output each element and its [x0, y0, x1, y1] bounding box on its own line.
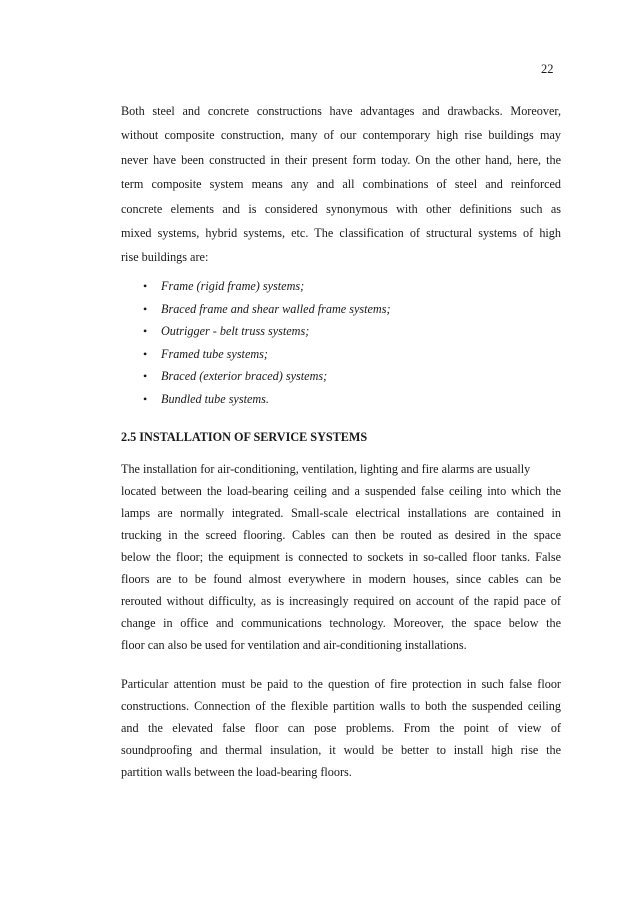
paragraph-line: without composite construction, many of our contemporary high rise buildings may — [121, 128, 561, 143]
list-item — [143, 368, 391, 391]
bullet-icon: • — [143, 346, 148, 361]
list-item — [143, 391, 391, 414]
list-item — [143, 346, 391, 369]
bullet-icon: • — [143, 324, 148, 339]
page-number: 22 — [541, 62, 554, 76]
list-item-text: Frame (rigid frame) systems; — [161, 279, 305, 293]
list-item — [143, 323, 391, 346]
list-item-text: Braced frame and shear walled frame systems; — [161, 301, 391, 316]
paragraph-line: constructions. Connection of the flexible partition walls to both the suspended ceiling — [121, 698, 561, 713]
paragraph-service-installation — [121, 462, 561, 659]
list-item — [143, 301, 391, 324]
list-item-text: Braced (exterior braced) systems; — [161, 369, 328, 384]
paragraph-line: trucking in the screed flooring. Cables can then be routed as desired in the space — [121, 527, 561, 542]
bullet-icon: • — [143, 279, 148, 293]
list-item-text: Framed tube systems; — [161, 346, 268, 361]
paragraph-line: below the floor; the equipment is connected to sockets in so-called floor tanks. False — [121, 549, 561, 564]
list-item-text: Bundled tube systems. — [161, 391, 269, 406]
paragraph-line: mixed systems, hybrid systems, etc. The classification of structural systems of high — [121, 225, 561, 240]
paragraph-line: rerouted without difficulty, as is increasingly required on account of the rapid pace of — [121, 593, 561, 608]
paragraph-line: floors are to be found almost everywhere in modern houses, since cables can be — [121, 571, 561, 586]
paragraph-line: soundproofing and thermal insulation, it would be better to install high rise the — [121, 742, 561, 757]
bullet-icon: • — [143, 369, 148, 384]
paragraph-line: never have been constructed in their present form today. On the other hand, here, the — [121, 152, 561, 167]
paragraph-line: change in office and communications technology. Moreover, the space below the — [121, 615, 561, 630]
paragraph-line: concrete elements and is considered synonymous with other definitions such as — [121, 201, 561, 216]
paragraph-line: rise buildings are: — [121, 250, 209, 265]
list-item — [143, 278, 391, 301]
bullet-icon: • — [143, 391, 148, 406]
list-item-text: Outrigger - belt truss systems; — [161, 324, 310, 339]
paragraph-line: partition walls between the load-bearing floors. — [121, 764, 352, 779]
paragraph-line: Both steel and concrete constructions have advantages and drawbacks. Moreover, — [121, 104, 561, 118]
bullet-icon: • — [143, 301, 148, 316]
paragraph-structural-intro — [121, 99, 561, 270]
section-heading: 2.5 INSTALLATION OF SERVICE SYSTEMS — [121, 430, 368, 444]
paragraph-line: term composite system means any and all combinations of steel and reinforced — [121, 177, 561, 192]
paragraph-line: floor can also be used for ventilation and air-conditioning installations. — [121, 637, 467, 652]
paragraph-line: Particular attention must be paid to the question of fire protection in such false floor — [121, 677, 561, 691]
paragraph-line: lamps are normally integrated. Small-scale electrical installations are contained in — [121, 505, 561, 520]
structural-systems-list — [143, 278, 391, 414]
paragraph-line: and the elevated false floor can pose problems. From the point of view of — [121, 720, 561, 735]
paragraph-fire-protection — [121, 677, 561, 787]
paragraph-line: The installation for air-conditioning, ventilation, lighting and fire alarms are usually — [121, 462, 531, 476]
paragraph-line: located between the load-bearing ceiling and a suspended false ceiling into which the — [121, 483, 561, 498]
